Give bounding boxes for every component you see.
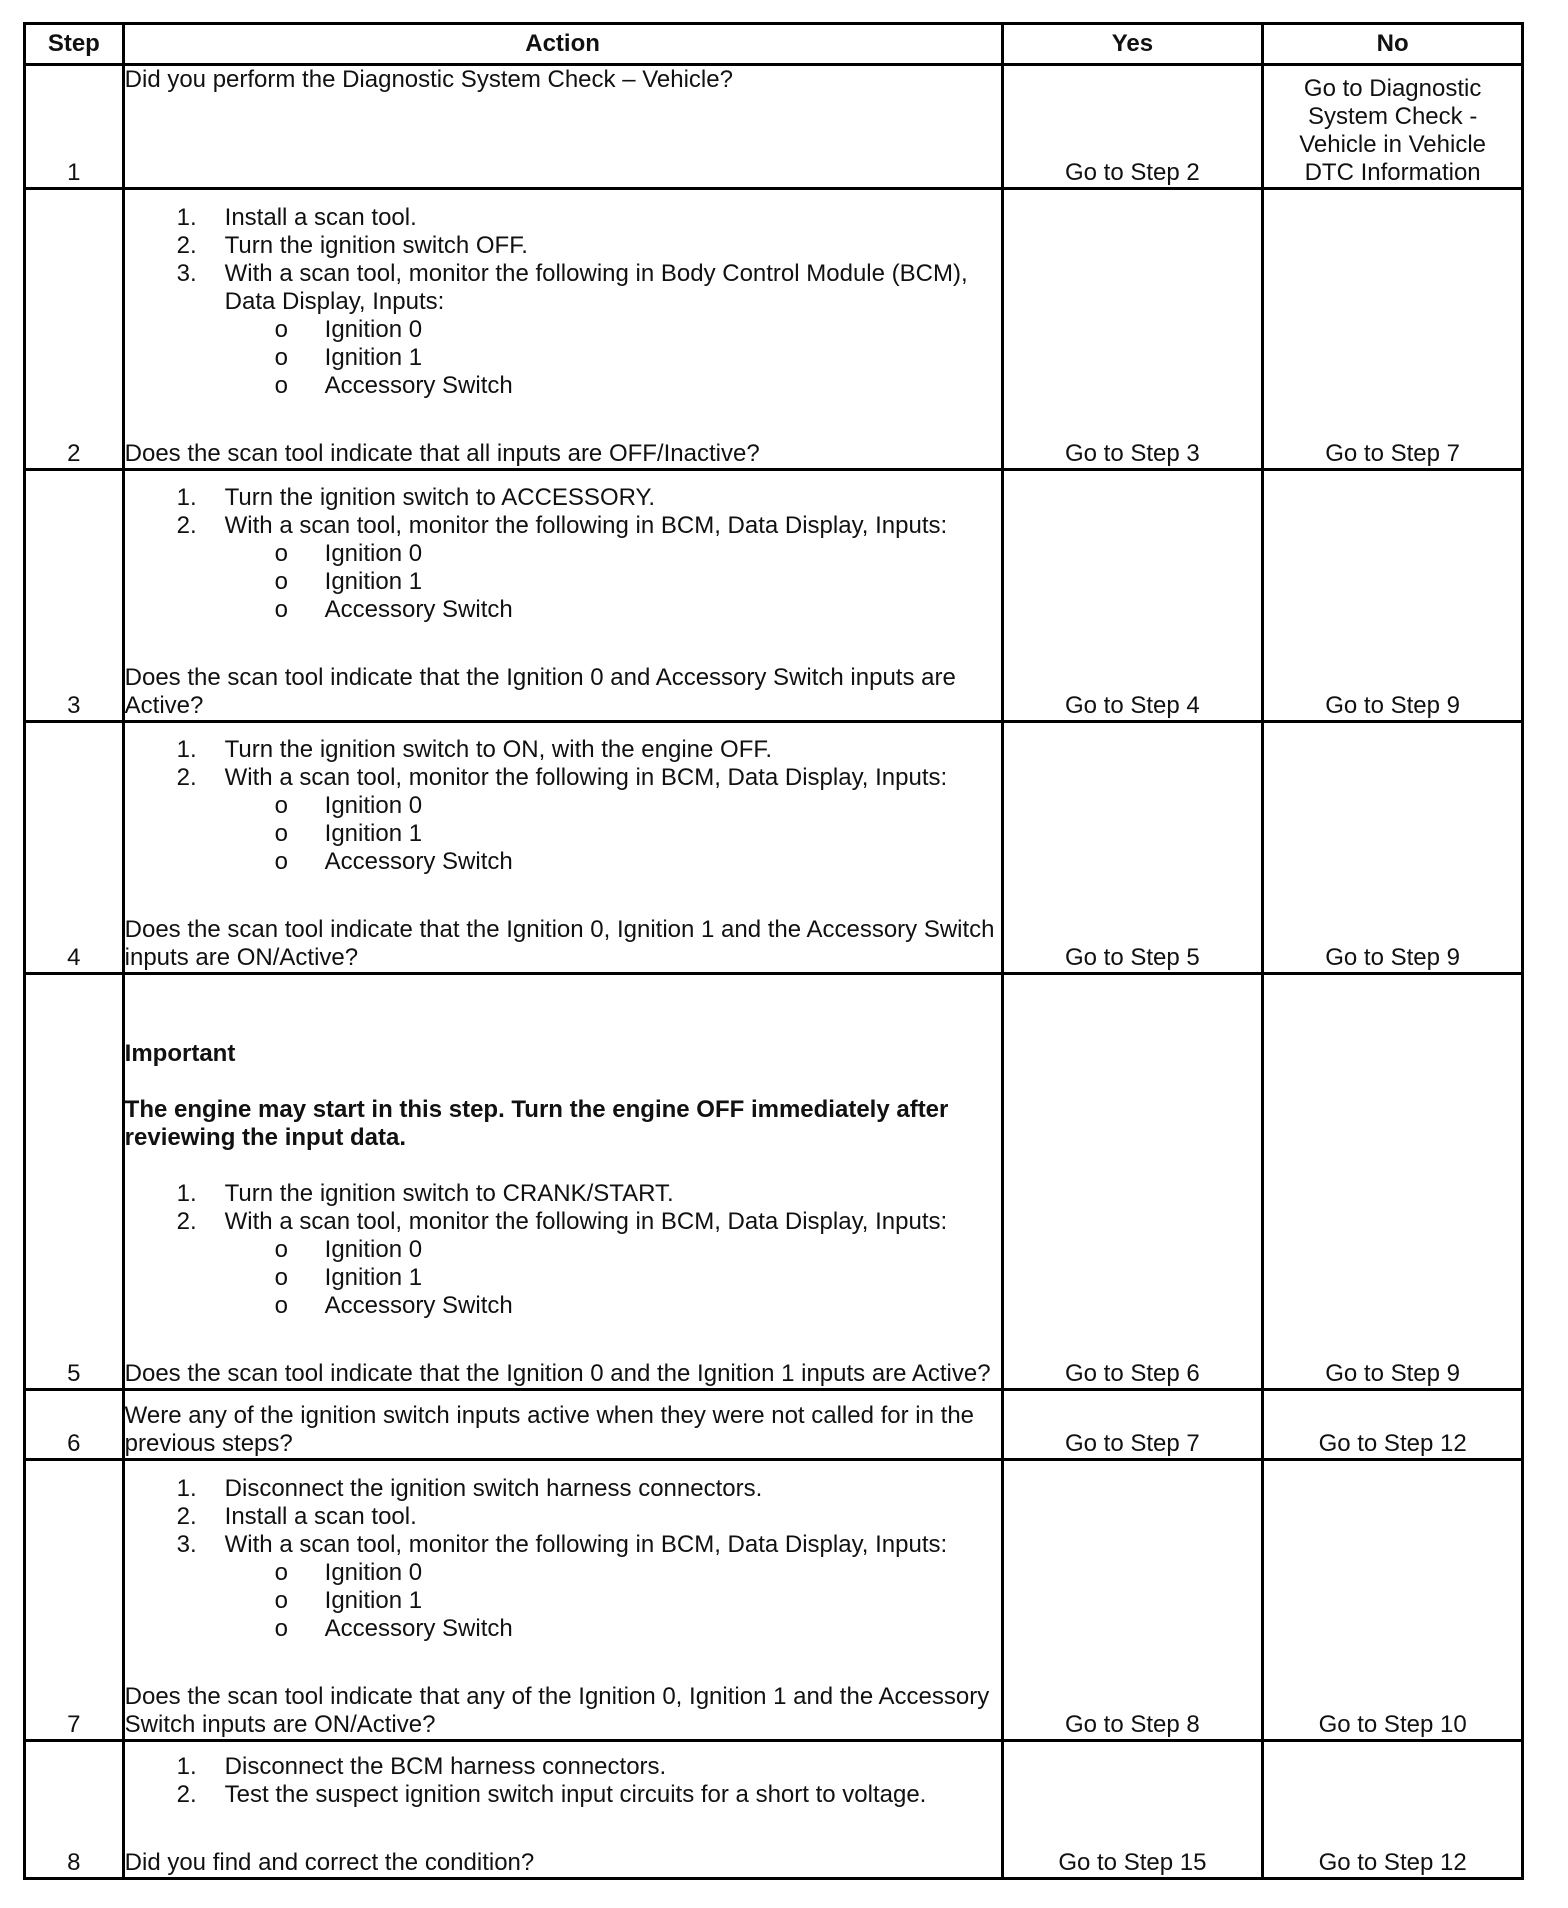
list-item-text: Turn the ignition switch to CRANK/START. — [224, 1180, 674, 1207]
bullet-text: Accessory Switch — [324, 372, 513, 399]
bullet-item — [125, 344, 1001, 372]
numbered-list — [125, 484, 1001, 540]
no-cell: Go to Step 9 — [1263, 722, 1523, 974]
question-text: Does the scan tool indicate that any of the Ignition 0, Ignition 1 and the Accessory Switch inputs are ON/Active? — [124, 1683, 990, 1738]
bullet-item — [125, 372, 1001, 400]
bullet-icon: o — [274, 596, 289, 623]
header-action: Action — [123, 24, 1002, 65]
bullet-icon: o — [274, 1559, 289, 1586]
numbered-list — [125, 736, 1001, 792]
bullet-list — [125, 316, 1001, 400]
list-number: 2. — [176, 1781, 197, 1808]
list-number: 1. — [176, 736, 197, 763]
list-item — [125, 1208, 1001, 1236]
question-text: Does the scan tool indicate that the Ignition 0 and Accessory Switch inputs are Active? — [124, 664, 956, 719]
bullet-text: Ignition 0 — [324, 316, 423, 343]
yes-cell: Go to Step 7 — [1002, 1390, 1263, 1460]
yes-cell: Go to Step 2 — [1002, 65, 1263, 189]
list-item-text: With a scan tool, monitor the following in Body Control Module (BCM), Data Display, Inputs: — [224, 260, 968, 315]
list-number: 2. — [176, 1503, 197, 1530]
bullet-icon: o — [274, 1615, 289, 1642]
no-cell: Go to Step 12 — [1263, 1390, 1523, 1460]
yes-cell: Go to Step 15 — [1002, 1741, 1263, 1879]
list-item-text: Turn the ignition switch to ON, with the engine OFF. — [224, 736, 773, 763]
question-text: Does the scan tool indicate that the Ignition 0, Ignition 1 and the Accessory Switch inputs are ON/Active? — [124, 916, 995, 971]
numbered-list — [125, 1753, 1001, 1809]
list-item — [125, 1475, 1001, 1503]
yes-cell: Go to Step 5 — [1002, 722, 1263, 974]
bullet-text: Ignition 0 — [324, 540, 423, 567]
bullet-icon: o — [274, 372, 289, 399]
no-cell: Go to Step 10 — [1263, 1460, 1523, 1741]
action-cell — [123, 1460, 1002, 1741]
no-cell: Go to Step 9 — [1263, 974, 1523, 1390]
step-number: 2 — [25, 189, 124, 470]
list-item-text: Install a scan tool. — [224, 1503, 417, 1530]
bullet-list — [125, 540, 1001, 624]
bullet-text: Accessory Switch — [324, 848, 513, 875]
numbered-list — [125, 1180, 1001, 1236]
bullet-item — [125, 1264, 1001, 1292]
bullet-icon: o — [274, 848, 289, 875]
list-item — [125, 512, 1001, 540]
diagnostic-table — [23, 22, 1524, 1880]
bullet-item — [125, 540, 1001, 568]
bullet-item — [125, 1559, 1001, 1587]
step-number: 4 — [25, 722, 124, 974]
table-row — [25, 1390, 1523, 1460]
list-number: 2. — [176, 764, 197, 791]
bullet-list — [125, 1236, 1001, 1320]
bullet-text: Accessory Switch — [324, 596, 513, 623]
no-text: Go to Diagnostic System Check - Vehicle in Vehicle DTC Information — [1299, 75, 1487, 186]
bullet-icon: o — [274, 316, 289, 343]
action-cell — [123, 470, 1002, 722]
no-cell: Go to Step 7 — [1263, 189, 1523, 470]
list-item-text: Disconnect the BCM harness connectors. — [224, 1753, 667, 1780]
bullet-icon: o — [274, 1264, 289, 1291]
no-cell: Go to Step 12 — [1263, 1741, 1523, 1879]
list-item — [125, 1753, 1001, 1781]
table-row — [25, 470, 1523, 722]
list-item-text: With a scan tool, monitor the following in BCM, Data Display, Inputs: — [224, 1531, 948, 1558]
action-cell — [123, 974, 1002, 1390]
step-number: 7 — [25, 1460, 124, 1741]
table-row — [25, 189, 1523, 470]
action-cell — [123, 1741, 1002, 1879]
no-cell — [1263, 65, 1523, 189]
list-number: 1. — [176, 1475, 197, 1502]
header-row — [25, 24, 1523, 65]
list-number: 3. — [176, 260, 197, 287]
numbered-list — [125, 204, 1001, 316]
list-item — [125, 764, 1001, 792]
step-number: 6 — [25, 1390, 124, 1460]
table-row — [25, 1460, 1523, 1741]
bullet-item — [125, 792, 1001, 820]
bullet-item — [125, 1236, 1001, 1264]
action-cell — [123, 1390, 1002, 1460]
bullet-icon: o — [274, 792, 289, 819]
question-text: Did you perform the Diagnostic System Check – Vehicle? — [124, 66, 733, 93]
list-item — [125, 1180, 1001, 1208]
yes-cell: Go to Step 8 — [1002, 1460, 1263, 1741]
list-item — [125, 736, 1001, 764]
action-cell — [123, 722, 1002, 974]
bullet-icon: o — [274, 1236, 289, 1263]
list-item-text: Disconnect the ignition switch harness connectors. — [224, 1475, 763, 1502]
bullet-item — [125, 1615, 1001, 1643]
step-number: 3 — [25, 470, 124, 722]
list-number: 2. — [176, 512, 197, 539]
header-yes: Yes — [1002, 24, 1263, 65]
bullet-item — [125, 316, 1001, 344]
list-number: 3. — [176, 1531, 197, 1558]
bullet-text: Accessory Switch — [324, 1615, 513, 1642]
bullet-icon: o — [274, 540, 289, 567]
bullet-text: Ignition 0 — [324, 1236, 423, 1263]
list-number: 1. — [176, 1180, 197, 1207]
list-number: 2. — [176, 232, 197, 259]
action-cell — [123, 189, 1002, 470]
bullet-text: Ignition 1 — [324, 820, 423, 847]
bullet-list — [125, 1559, 1001, 1643]
list-item — [125, 1503, 1001, 1531]
list-item — [125, 1781, 1001, 1809]
list-item — [125, 484, 1001, 512]
bullet-text: Ignition 1 — [324, 1264, 423, 1291]
bullet-text: Ignition 1 — [324, 1587, 423, 1614]
list-item-text: With a scan tool, monitor the following in BCM, Data Display, Inputs: — [224, 764, 948, 791]
table-row — [25, 1741, 1523, 1879]
step-number: 8 — [25, 1741, 124, 1879]
bullet-item — [125, 1292, 1001, 1320]
table-row — [25, 974, 1523, 1390]
list-number: 1. — [176, 204, 197, 231]
step-number: 5 — [25, 974, 124, 1390]
bullet-item — [125, 820, 1001, 848]
header-step: Step — [25, 24, 124, 65]
list-number: 2. — [176, 1208, 197, 1235]
question-text: Did you find and correct the condition? — [124, 1849, 535, 1876]
yes-cell: Go to Step 3 — [1002, 189, 1263, 470]
list-number: 1. — [176, 484, 197, 511]
list-item-text: Turn the ignition switch OFF. — [224, 232, 528, 259]
list-item — [125, 1531, 1001, 1559]
bullet-icon: o — [274, 1587, 289, 1614]
bullet-item — [125, 596, 1001, 624]
no-cell: Go to Step 9 — [1263, 470, 1523, 722]
bullet-icon: o — [274, 820, 289, 847]
list-item-text: Turn the ignition switch to ACCESSORY. — [224, 484, 656, 511]
bullet-item — [125, 568, 1001, 596]
list-item — [125, 204, 1001, 232]
bullet-text: Ignition 1 — [324, 568, 423, 595]
bullet-list — [125, 792, 1001, 876]
list-item — [125, 232, 1001, 260]
list-item-text: With a scan tool, monitor the following in BCM, Data Display, Inputs: — [224, 512, 948, 539]
bullet-text: Ignition 1 — [324, 344, 423, 371]
yes-cell: Go to Step 6 — [1002, 974, 1263, 1390]
table-row — [25, 65, 1523, 189]
important-text: The engine may start in this step. Turn the engine OFF immediately after reviewing the input data. — [124, 1096, 949, 1151]
bullet-text: Accessory Switch — [324, 1292, 513, 1319]
list-item-text: Test the suspect ignition switch input circuits for a short to voltage. — [224, 1781, 927, 1808]
step-number: 1 — [25, 65, 124, 189]
action-cell — [123, 65, 1002, 189]
question-text: Were any of the ignition switch inputs active when they were not called for in the previous steps? — [124, 1402, 975, 1457]
list-item — [125, 260, 1001, 316]
bullet-icon: o — [274, 568, 289, 595]
bullet-text: Ignition 0 — [324, 1559, 423, 1586]
bullet-text: Ignition 0 — [324, 792, 423, 819]
bullet-icon: o — [274, 344, 289, 371]
header-no: No — [1263, 24, 1523, 65]
bullet-item — [125, 1587, 1001, 1615]
bullet-item — [125, 848, 1001, 876]
numbered-list — [125, 1475, 1001, 1559]
list-item-text: With a scan tool, monitor the following in BCM, Data Display, Inputs: — [224, 1208, 948, 1235]
question-text: Does the scan tool indicate that the Ignition 0 and the Ignition 1 inputs are Active? — [124, 1360, 991, 1387]
question-text: Does the scan tool indicate that all inputs are OFF/Inactive? — [124, 440, 760, 467]
list-number: 1. — [176, 1753, 197, 1780]
table-row — [25, 722, 1523, 974]
yes-cell: Go to Step 4 — [1002, 470, 1263, 722]
bullet-icon: o — [274, 1292, 289, 1319]
list-item-text: Install a scan tool. — [224, 204, 417, 231]
important-title: Important — [124, 1040, 236, 1067]
